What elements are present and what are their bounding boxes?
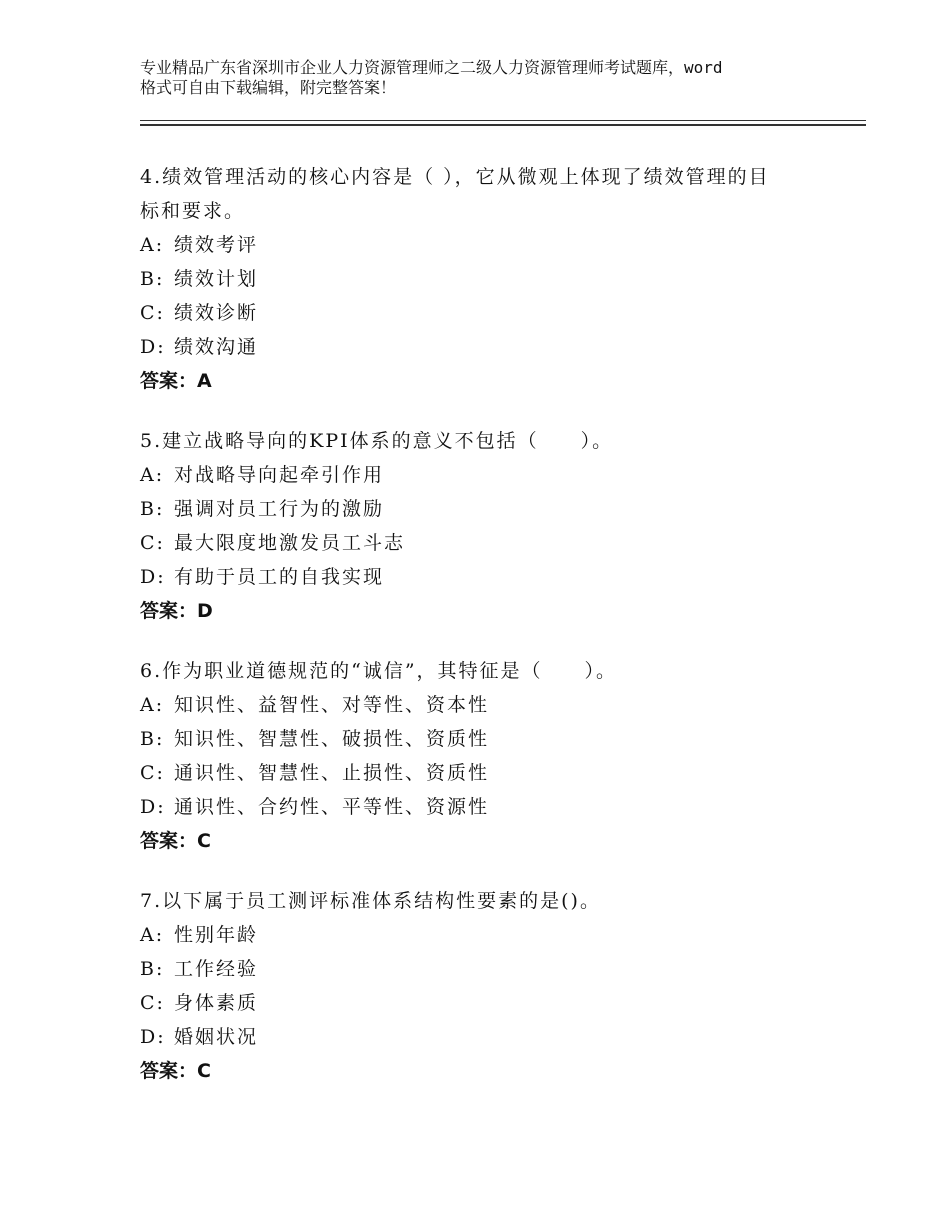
option-b: [140, 492, 840, 526]
option-a: [140, 458, 840, 492]
answer: 答案：A: [140, 370, 212, 392]
option-key: A:: [140, 694, 165, 716]
option-c: [140, 296, 840, 330]
option-text: 知识性、智慧性、破损性、资质性: [174, 728, 490, 750]
header-line-1: 专业精品广东省深圳市企业人力资源管理师之二级人力资源管理师考试题库，word: [140, 58, 723, 77]
answer: 答案：C: [140, 830, 211, 852]
question-5: [140, 424, 840, 628]
option-text: 身体素质: [174, 992, 259, 1014]
option-text: 知识性、益智性、对等性、资本性: [174, 694, 490, 716]
option-c: [140, 986, 840, 1020]
option-text: 性别年龄: [174, 924, 259, 946]
question-6: [140, 654, 840, 858]
question-stem-line-1: 5.建立战略导向的KPI体系的意义不包括（ ）。: [140, 430, 614, 452]
document-header: [140, 58, 840, 98]
option-text: 对战略导向起牵引作用: [174, 464, 385, 486]
answer: 答案：C: [140, 1060, 211, 1082]
option-a: [140, 688, 840, 722]
option-text: 绩效诊断: [174, 302, 259, 324]
option-key: A:: [140, 924, 165, 946]
question-stem-line-1: 7.以下属于员工测评标准体系结构性要素的是()。: [140, 890, 601, 912]
option-d: [140, 330, 840, 364]
option-text: 通识性、合约性、平等性、资源性: [174, 796, 490, 818]
header-divider-thick: [140, 124, 866, 126]
option-a: [140, 918, 840, 952]
question-stem-line-1: 6.作为职业道德规范的“诚信”，其特征是（ ）。: [140, 660, 618, 682]
option-key: A:: [140, 234, 165, 256]
option-text: 通识性、智慧性、止损性、资质性: [174, 762, 490, 784]
option-key: D:: [140, 1026, 166, 1048]
question-list: [140, 160, 840, 1114]
option-a: [140, 228, 840, 262]
option-key: D:: [140, 336, 166, 358]
header-divider-thin: [140, 120, 866, 121]
option-c: [140, 756, 840, 790]
question-stem: [140, 654, 840, 688]
option-key: B:: [140, 958, 165, 980]
option-text: 婚姻状况: [174, 1026, 259, 1048]
option-text: 工作经验: [174, 958, 259, 980]
option-d: [140, 560, 840, 594]
question-stem: [140, 884, 840, 918]
option-text: 绩效考评: [174, 234, 259, 256]
option-key: C:: [140, 532, 165, 554]
question-stem: [140, 424, 840, 458]
option-c: [140, 526, 840, 560]
option-key: A:: [140, 464, 165, 486]
answer: 答案：D: [140, 600, 213, 622]
option-key: D:: [140, 566, 166, 588]
option-key: B:: [140, 728, 165, 750]
question-stem: [140, 160, 840, 228]
question-stem-line-1: 4.绩效管理活动的核心内容是（ ），它从微观上体现了绩效管理的目: [140, 166, 770, 188]
option-text: 绩效计划: [174, 268, 259, 290]
option-key: C:: [140, 992, 165, 1014]
option-b: [140, 952, 840, 986]
option-key: B:: [140, 498, 165, 520]
option-d: [140, 790, 840, 824]
option-text: 有助于员工的自我实现: [174, 566, 385, 588]
option-text: 最大限度地激发员工斗志: [174, 532, 406, 554]
option-d: [140, 1020, 840, 1054]
question-4: [140, 160, 840, 398]
question-stem-line-2: 标和要求。: [140, 200, 246, 222]
option-b: [140, 262, 840, 296]
option-b: [140, 722, 840, 756]
option-key: C:: [140, 302, 165, 324]
option-text: 绩效沟通: [174, 336, 259, 358]
option-key: D:: [140, 796, 166, 818]
option-key: C:: [140, 762, 165, 784]
option-key: B:: [140, 268, 165, 290]
option-text: 强调对员工行为的激励: [174, 498, 385, 520]
question-7: [140, 884, 840, 1088]
header-line-2: 格式可自由下载编辑，附完整答案！: [140, 78, 397, 97]
